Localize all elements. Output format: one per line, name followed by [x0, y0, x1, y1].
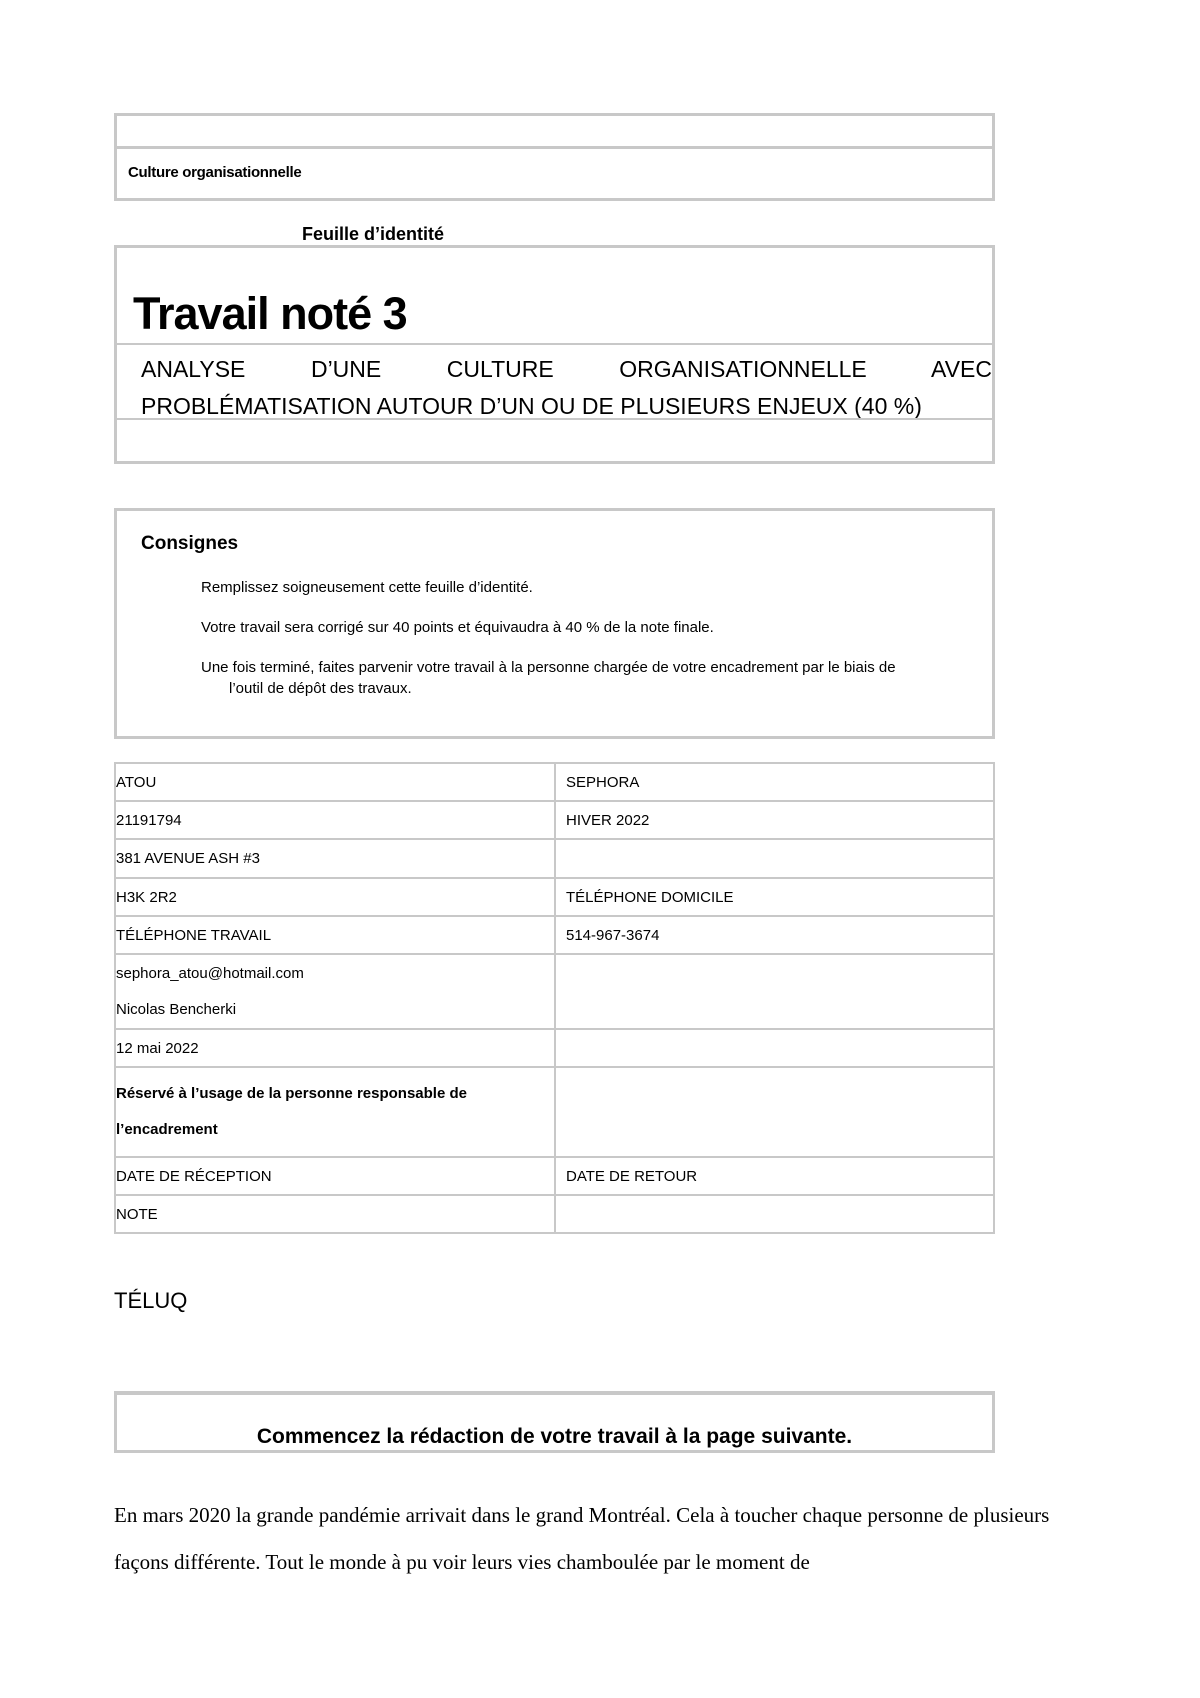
- postal-code-cell: H3K 2R2: [115, 878, 555, 916]
- first-name-cell: SEPHORA: [555, 763, 994, 801]
- instruction-line-1: Remplissez soigneusement cette feuille d’identité.: [201, 579, 533, 596]
- instruction-line-3b: l’outil de dépôt des travaux.: [229, 680, 412, 697]
- return-date-label-cell: DATE DE RETOUR: [555, 1157, 994, 1195]
- table-row: [115, 1029, 994, 1067]
- instructions-box: [114, 508, 995, 739]
- empty-cell: [555, 1029, 994, 1067]
- email-value: sephora_atou@hotmail.com: [116, 964, 304, 982]
- instruction-line-3: [201, 657, 971, 699]
- course-header-divider: [117, 146, 992, 149]
- reserved-cell: Réservé à l’usage de la personne responsable de l’encadrement: [115, 1067, 555, 1157]
- start-notice-box: [114, 1391, 995, 1453]
- date-cell: 12 mai 2022: [115, 1029, 555, 1067]
- body-paragraph: En mars 2020 la grande pandémie arrivait dans le grand Montréal. Cela à toucher chaque personne de plusieurs façons différente. Tout le monde à pu voir leurs vies chamboulée par le moment de: [114, 1503, 1050, 1574]
- home-phone-label-cell: TÉLÉPHONE DOMICILE: [555, 878, 994, 916]
- institution-name: TÉLUQ: [114, 1288, 188, 1313]
- empty-cell: [555, 954, 994, 1029]
- home-phone-cell: 514-967-3674: [555, 916, 994, 954]
- start-notice: Commencez la rédaction de votre travail à la page suivante.: [256, 1425, 853, 1448]
- last-name-cell: ATOU: [115, 763, 555, 801]
- instructions-heading: Consignes: [141, 533, 239, 554]
- empty-cell: [555, 1067, 994, 1157]
- student-id-cell: 21191794: [115, 801, 555, 839]
- instruction-line-2: Votre travail sera corrigé sur 40 points et équivaudra à 40 % de la note finale.: [201, 619, 714, 636]
- identity-table: [114, 762, 995, 1234]
- table-row: [115, 878, 994, 916]
- table-row: [115, 1067, 994, 1157]
- assignment-title-box: [114, 245, 995, 464]
- instruction-line-3a: Une fois terminé, faites parvenir votre travail à la personne chargée de votre encadrement par le biais de: [201, 659, 896, 676]
- assignment-divider-bottom: [117, 418, 992, 420]
- work-phone-label-cell: TÉLÉPHONE TRAVAIL: [115, 916, 555, 954]
- empty-cell: [555, 839, 994, 878]
- assignment-divider-top: [117, 343, 992, 345]
- table-row: [115, 954, 994, 1029]
- session-cell: HIVER 2022: [555, 801, 994, 839]
- reception-date-label-cell: DATE DE RÉCEPTION: [115, 1157, 555, 1195]
- email-tutor-cell: [115, 954, 555, 1029]
- assignment-subtitle: ANALYSE D’UNE CULTURE ORGANISATIONNELLE AVEC PROBLÉMATISATION AUTOUR D’UN OU DE PLUSIEURS ENJEUX (40 %): [141, 356, 992, 419]
- table-row: [115, 1157, 994, 1195]
- tutor-value: Nicolas Bencherki: [116, 1000, 237, 1018]
- address-cell: 381 AVENUE ASH #3: [115, 839, 555, 878]
- empty-cell: [555, 1195, 994, 1233]
- table-row: [115, 839, 994, 878]
- grade-label-cell: NOTE: [115, 1195, 555, 1233]
- course-title: Culture organisationnelle: [128, 164, 302, 181]
- table-row: [115, 1195, 994, 1233]
- assignment-title: Travail noté 3: [133, 288, 407, 339]
- course-header-box: [114, 113, 995, 201]
- table-row: [115, 916, 994, 954]
- table-row: [115, 763, 994, 801]
- sheet-title: Feuille d’identité: [302, 224, 445, 244]
- table-row: [115, 801, 994, 839]
